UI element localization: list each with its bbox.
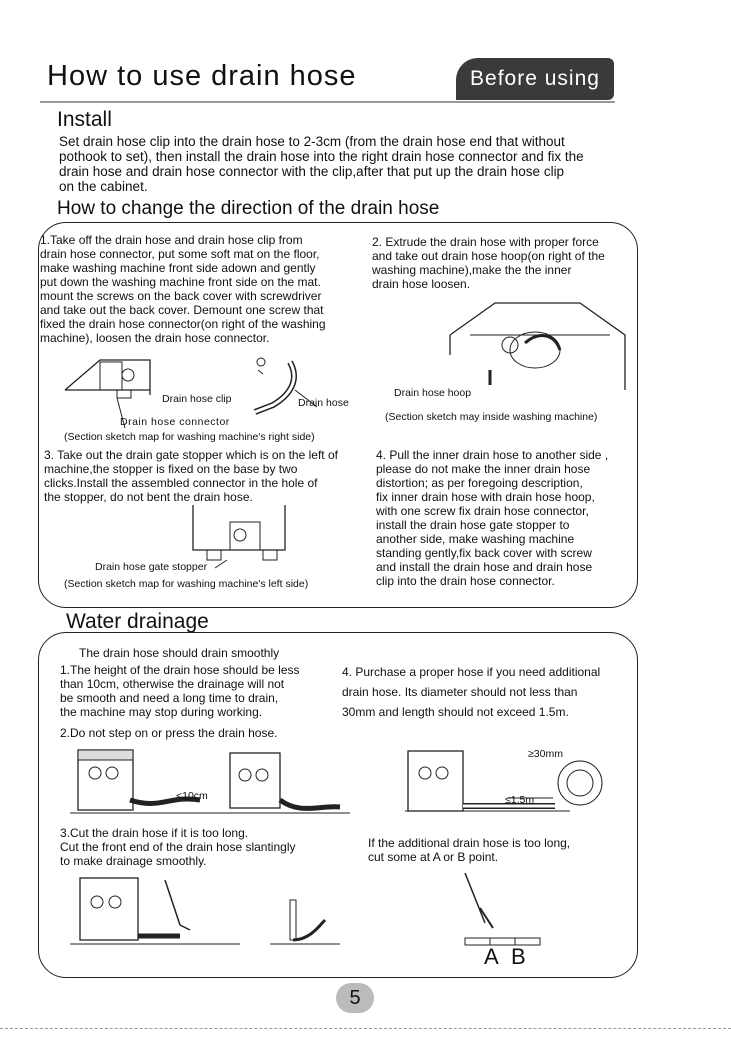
change-direction-heading: How to change the direction of the drain hose (57, 198, 440, 219)
label-drain-hose-gate-stopper: Drain hose gate stopper (95, 561, 208, 573)
drainage-note-ab: If the additional drain hose is too long, cut some at A or B point. (368, 836, 571, 864)
drainage-item-2: 2.Do not step on or press the drain hose. (60, 726, 278, 740)
label-drain-hose-hoop: Drain hose hoop (394, 387, 472, 399)
drainage-height-sketch (70, 745, 320, 825)
left-side-sketch (185, 500, 295, 565)
section-tab: Before using (456, 58, 614, 100)
additional-hose-sketch (405, 748, 615, 823)
page-bottom-rule (0, 1028, 731, 1029)
caption-left-side: (Section sketch map for washing machine's left side) (64, 578, 309, 590)
drainage-intro: The drain hose should drain smoothly (79, 646, 280, 660)
step-4-text: 4. Pull the inner drain hose to another side , please do not make the inner drain hose distortion; as per foregoing description, fix inner drain hose with drain hose hoop, with one screw fix drain hose connector, install the drain hose gate stopper to another side, make washing machine standing gently,fix back cover with screw and install the drain hose and drain hose clip into the drain hose connector. (376, 448, 609, 588)
inside-machine-sketch (440, 295, 630, 395)
label-drain-hose-clip: Drain hose clip (162, 393, 232, 405)
water-drainage-heading: Water drainage (66, 610, 209, 633)
label-diameter-30mm: ≥30mm (528, 748, 563, 760)
drainage-item-4: 4. Purchase a proper hose if you need additional drain hose. Its diameter should not less than 30mm and length should not exceed 1.5m. (342, 665, 601, 719)
caption-right-side: (Section sketch map for washing machine's right side) (64, 431, 315, 443)
install-heading: Install (57, 108, 112, 131)
label-drain-hose: Drain hose (298, 397, 349, 409)
page-number: 5 (336, 983, 374, 1013)
drainage-item-1: 1.The height of the drain hose should be less than 10cm, otherwise the drainage will not be smooth and need a long time to drain, the machine may stop during working. (60, 663, 300, 719)
drainage-item-3: 3.Cut the drain hose if it is too long. Cut the front end of the drain hose slantingly to make drainage smoothly. (60, 826, 296, 868)
label-point-a: A (484, 944, 499, 969)
header-rule (40, 101, 615, 103)
step-3-text: 3. Take out the drain gate stopper which is on the left of machine,the stopper is fixed on the base by two clicks.Install the assembled connector in the hole of the stopper, do not bent the drain hose. (44, 448, 338, 504)
label-point-b: B (511, 944, 526, 969)
install-body: Set drain hose clip into the drain hose to 2-3cm (from the drain hose end that without pothook to set), then install the drain hose into the right drain hose connector and fix the drain hose and drain hose connector with the clip,after that put up the drain hose clip on the cabinet. (59, 134, 584, 194)
step-2-text: 2. Extrude the drain hose with proper force and take out drain hose hoop(on right of the washing machine),make the the inner drain hose loosen. (372, 235, 605, 291)
label-drain-hose-connector: Drain hose connector (120, 416, 230, 428)
label-less-than-10cm: <10cm (176, 790, 208, 802)
cut-hose-sketch (70, 870, 360, 955)
cut-point-sketch (455, 868, 555, 948)
page-title: How to use drain hose (47, 60, 357, 92)
step-1-text: 1.Take off the drain hose and drain hose clip from drain hose connector, put some soft mat on the floor, make washing machine front side adown and gently put down the washing machine front side on the mat. mount the screws on the back cover with screwdriver and take out the back cover. Demount one screw that fixed the drain hose connector(on right of the washing machine), loosen the drain hose connector. (40, 233, 326, 345)
label-length-1-5m: ≤1.5m (505, 794, 535, 806)
caption-inside-machine: (Section sketch may inside washing machine) (385, 411, 598, 423)
